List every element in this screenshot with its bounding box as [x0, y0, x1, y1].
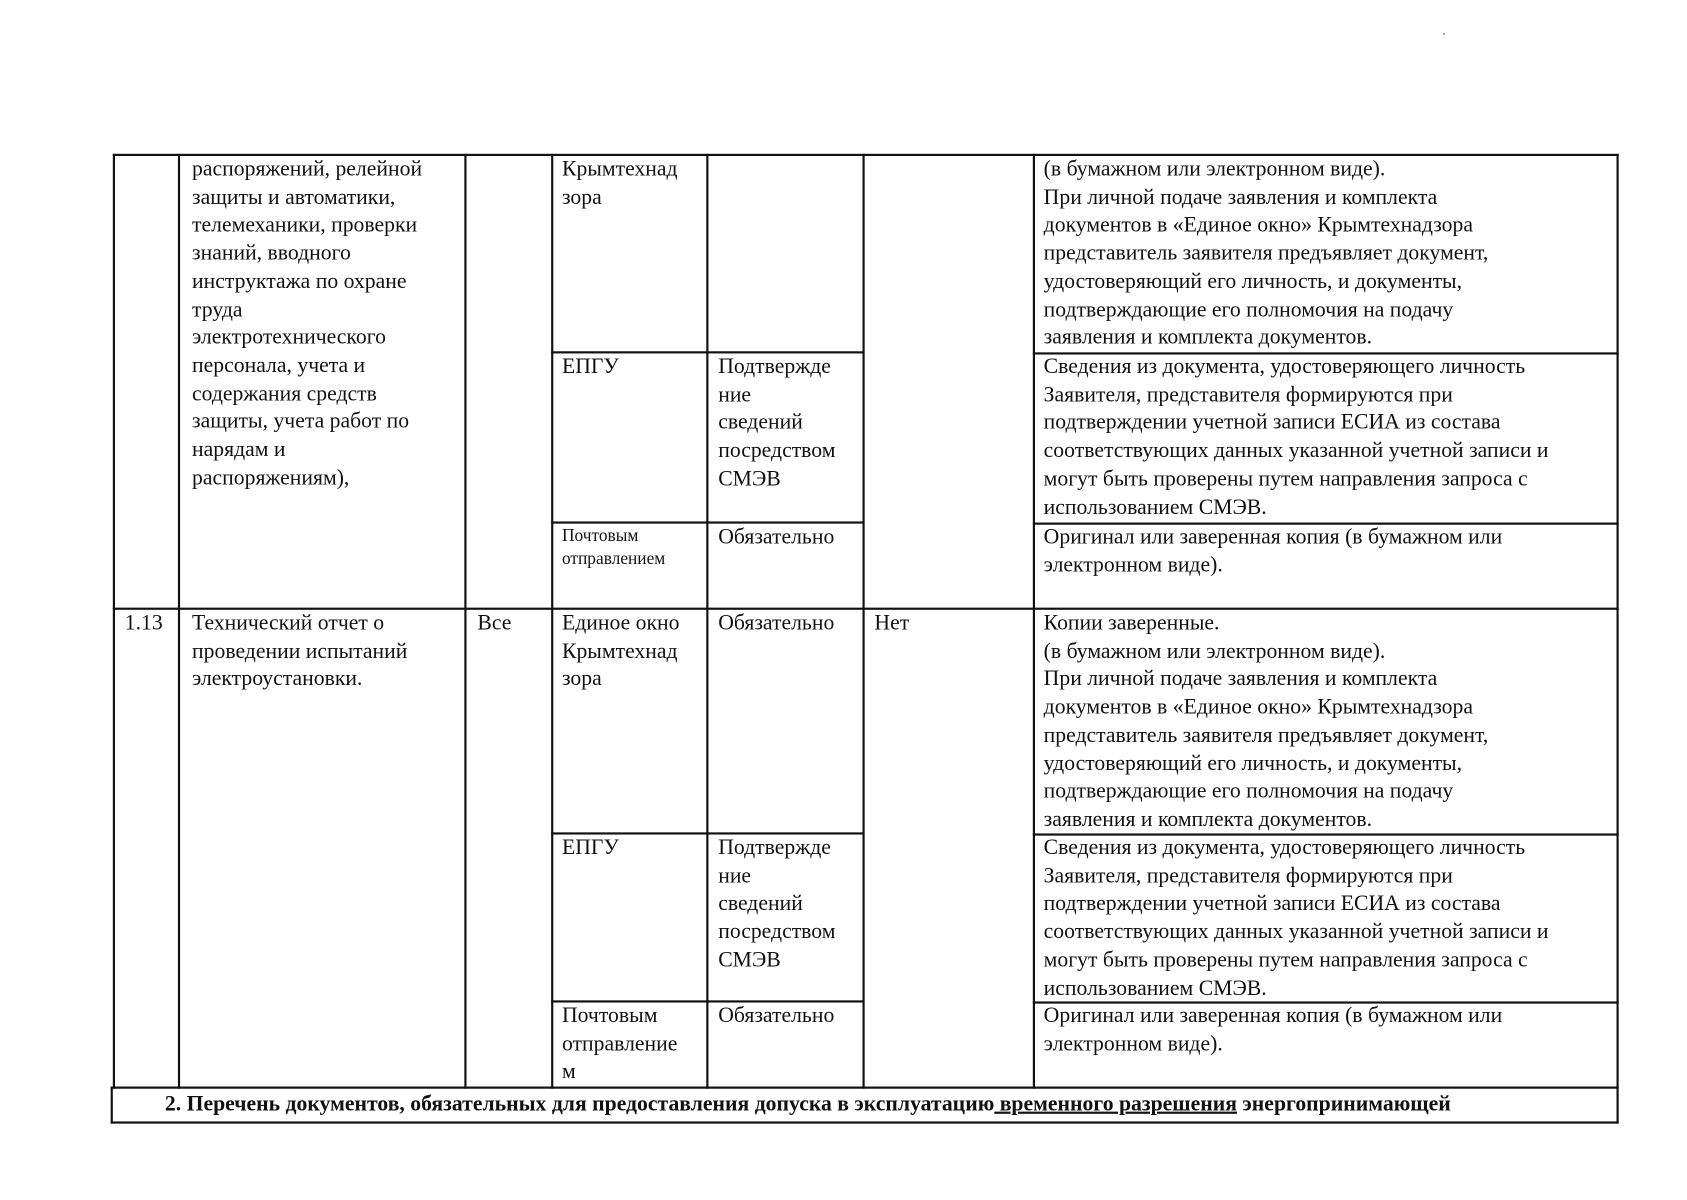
- row-113-document: Технический отчет о проведении испытаний электроустановки.: [192, 610, 408, 691]
- cont-note-cell-2: Сведения из документа, удостоверяющего личность Заявителя, представителя формируются при подтверждении учетной записи ЕСИА из состава соответствующих данных указанной учетной записи и могут быть проверены путем направления запроса с использованием СМЭВ.: [1043, 354, 1549, 519]
- col-divider-6: [1033, 154, 1035, 1089]
- row-113-requirement-3: Обязательно: [718, 1003, 835, 1028]
- table-left-border: [113, 154, 115, 1089]
- cont-note-cell-3: Оригинал или заверенная копия (в бумажном или электронном виде).: [1043, 524, 1503, 577]
- cont-note-cell-1: (в бумажном или электронном виде). При личной подаче заявления и комплекта документов в «Единое окно» Крымтехнадзора представитель заявителя предъявляет документ, удостоверяющий его личность, и документы, подтверждающие его полномочия на подачу заявления и комплекта документов.: [1043, 157, 1489, 350]
- col-divider-3: [551, 154, 553, 1089]
- section-2-heading-prefix: 2. Перечень документов, обязательных для предоставления допуска в эксплуатацию: [164, 1091, 995, 1116]
- cont-channel-cell-2: ЕПГУ: [561, 354, 619, 379]
- row-113-channel-1: Единое окно Крымтехнад зора: [561, 610, 680, 691]
- row-113-requirement-1: Обязательно: [718, 610, 835, 635]
- cont-requirement-cell-3: Обязательно: [718, 524, 835, 549]
- scan-speck: [1443, 33, 1445, 35]
- row-113-note-1: Копии заверенные. (в бумажном или электронном виде). При личной подаче заявления и комплекта документов в «Единое окно» Крымтехнадзора представитель заявителя предъявляет документ, удостоверяющий его личность, и документы, подтверждающие его полномочия на подачу заявления и комплекта документов.: [1043, 610, 1489, 832]
- row-113-number: 1.13: [124, 610, 163, 635]
- table-right-border: [1617, 154, 1619, 1124]
- row-113-extra: Нет: [874, 610, 910, 635]
- cont-document-cell: распоряжений, релейной защиты и автоматики, телемеханики, проверки знаний, вводного инструктажа по охране труда электротехнического персонала, учета и содержания средств защиты, учета работ по нарядам и распоряжениям),: [192, 157, 423, 490]
- section-2-heading-suffix: энергопринимающей: [1237, 1091, 1451, 1116]
- section-2-heading: [113, 1090, 1617, 1123]
- row-113-requirement-2: Подтвержде ние сведений посредством СМЭВ: [718, 835, 836, 972]
- row-113-note-3: Оригинал или заверенная копия (в бумажном или электронном виде).: [1043, 1003, 1503, 1056]
- col-divider-4: [706, 154, 708, 1089]
- section-2-heading-underlined: временного разрешения: [994, 1091, 1238, 1116]
- row-113-applicants: Все: [477, 610, 512, 635]
- cont-channel-cell-1: Крымтехнад зора: [561, 157, 678, 210]
- col-divider-1: [178, 154, 180, 1089]
- row-113-channel-2: ЕПГУ: [561, 835, 619, 860]
- col-divider-5: [862, 154, 864, 1089]
- row-113-note-2: Сведения из документа, удостоверяющего личность Заявителя, представителя формируются при подтверждении учетной записи ЕСИА из состава соответствующих данных указанной учетной записи и могут быть проверены путем направления запроса с использованием СМЭВ.: [1043, 835, 1549, 1000]
- cont-requirement-cell-2: Подтвержде ние сведений посредством СМЭВ: [718, 354, 836, 491]
- row-113-channel-3: Почтовым отправление м: [561, 1003, 678, 1084]
- col-divider-2: [464, 154, 466, 1089]
- cont-channel-cell-3: Почтовым отправлением: [561, 526, 666, 569]
